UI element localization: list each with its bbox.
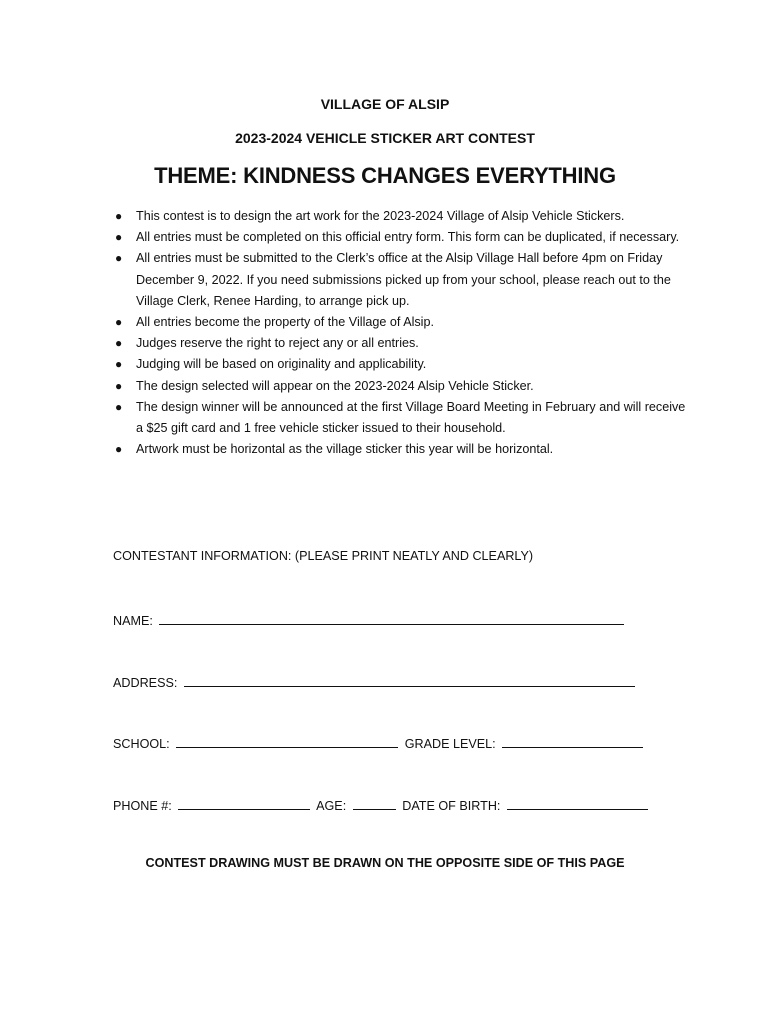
document-title: VILLAGE OF ALSIP — [320, 96, 450, 112]
list-item: ● This contest is to design the art work for the 2023-2024 Village of Alsip Vehicle Stickers. — [113, 206, 688, 227]
address-field[interactable] — [184, 672, 635, 687]
bullet-dot-icon: ● — [115, 399, 123, 414]
bullet-dot-icon: ● — [115, 251, 123, 266]
bullet-dot-icon: ● — [115, 442, 123, 457]
school-field[interactable] — [176, 733, 398, 748]
contest-subtitle: 2023-2024 VEHICLE STICKER ART CONTEST — [235, 130, 535, 146]
contest-theme: THEME: KINDNESS CHANGES EVERYTHING — [154, 163, 616, 188]
age-field[interactable] — [353, 795, 396, 810]
age-label: AGE: — [316, 799, 347, 813]
school-label: SCHOOL: — [113, 737, 170, 751]
school-row — [113, 733, 646, 751]
name-label: NAME: — [113, 614, 153, 628]
list-item: ● Judges reserve the right to reject any or all entries. — [113, 333, 688, 354]
footer-note: CONTEST DRAWING MUST BE DRAWN ON THE OPPOSITE SIDE OF THIS PAGE — [145, 856, 625, 870]
list-item: ● Artwork must be horizontal as the village sticker this year will be horizontal. — [113, 439, 688, 460]
phone-field[interactable] — [178, 795, 310, 810]
list-item: ● Judging will be based on originality and applicability. — [113, 354, 688, 375]
date-of-birth-label: DATE OF BIRTH: — [402, 799, 501, 813]
phone-label: PHONE #: — [113, 799, 172, 813]
address-label: ADDRESS: — [113, 676, 178, 690]
list-item: ● All entries must be submitted to the Clerk’s office at the Alsip Village Hall before 4pm on Friday December 9, 2022. If you need submissions picked up from your school, please reach out to the Village Clerk, Renee Harding, to arrange pick up. — [113, 248, 688, 312]
list-item: ● The design selected will appear on the 2023-2024 Alsip Vehicle Sticker. — [113, 376, 688, 397]
contestant-info-heading: CONTESTANT INFORMATION: (PLEASE PRINT NEATLY AND CLEARLY) — [113, 549, 534, 563]
rules-list — [113, 206, 688, 460]
bullet-dot-icon: ● — [115, 378, 123, 393]
list-item: ● The design winner will be announced at the first Village Board Meeting in February and will receive a $25 gift card and 1 free vehicle sticker issued to their household. — [113, 397, 688, 439]
list-item: ● All entries must be completed on this official entry form. This form can be duplicated, if necessary. — [113, 227, 688, 248]
address-row — [113, 672, 638, 690]
name-field[interactable] — [159, 610, 624, 625]
grade-level-label: GRADE LEVEL: — [404, 737, 496, 751]
phone-row — [113, 795, 651, 813]
bullet-dot-icon: ● — [115, 336, 123, 351]
grade-level-field[interactable] — [502, 733, 643, 748]
date-of-birth-field[interactable] — [507, 795, 648, 810]
bullet-dot-icon: ● — [115, 315, 123, 330]
bullet-dot-icon: ● — [115, 209, 123, 223]
list-item: ● All entries become the property of the Village of Alsip. — [113, 312, 688, 333]
bullet-dot-icon: ● — [115, 230, 123, 245]
bullet-dot-icon: ● — [115, 357, 123, 372]
name-row — [113, 610, 627, 628]
